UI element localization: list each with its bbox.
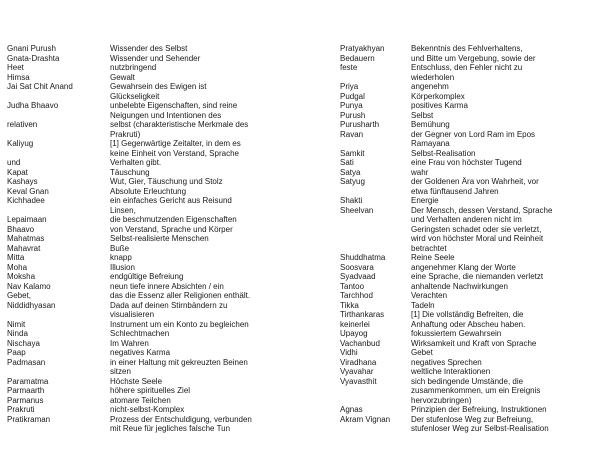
glossary-term: Lepaimaan bbox=[7, 215, 47, 224]
glossary-entry bbox=[7, 73, 290, 83]
glossary-definition: knapp bbox=[110, 253, 132, 262]
glossary-entry bbox=[340, 415, 596, 434]
glossary-entry bbox=[7, 196, 290, 215]
glossary-entry bbox=[340, 348, 596, 358]
glossary-entry bbox=[7, 348, 290, 358]
glossary-entry bbox=[7, 386, 290, 396]
glossary-definition: das die Essenz aller Religionen enthält. bbox=[110, 291, 251, 300]
glossary-entry bbox=[340, 339, 596, 349]
glossary-definition: nicht-selbst-Komplex bbox=[110, 405, 185, 414]
glossary-term: Sheelvan bbox=[340, 205, 374, 215]
glossary-term: Shuddhatma bbox=[340, 253, 386, 262]
glossary-definition: die beschmutzenden Eigenschaften bbox=[110, 215, 237, 224]
glossary-term: Kapat bbox=[7, 167, 28, 177]
glossary-right-column bbox=[340, 44, 596, 434]
glossary-term: Tantoo bbox=[340, 281, 365, 291]
glossary-definition: endgültige Befreiung bbox=[110, 272, 184, 281]
glossary-term: Purusharth bbox=[340, 120, 380, 129]
glossary-entry bbox=[7, 54, 290, 64]
glossary-entry bbox=[340, 63, 596, 82]
glossary-entry bbox=[340, 92, 596, 102]
glossary-term: Satyug bbox=[340, 177, 365, 186]
glossary-entry bbox=[7, 168, 290, 178]
glossary-term: Padmasan bbox=[7, 357, 46, 367]
glossary-entry bbox=[340, 177, 596, 196]
glossary-term: Parmaarth bbox=[7, 386, 45, 395]
glossary-definition: eine Sprache, die niemanden verletzt bbox=[411, 272, 544, 281]
glossary-term: Parmanus bbox=[7, 395, 44, 405]
glossary-entry bbox=[340, 367, 596, 377]
glossary-term: Priya bbox=[340, 82, 359, 91]
glossary-entry bbox=[340, 301, 596, 311]
glossary-definition: Instrument um ein Konto zu begleichen bbox=[110, 319, 249, 329]
glossary-definition: angenehm bbox=[411, 82, 449, 91]
glossary-entry bbox=[7, 339, 290, 349]
glossary-entry bbox=[7, 177, 290, 187]
glossary-entry bbox=[7, 234, 290, 244]
glossary-entry bbox=[7, 44, 290, 54]
glossary-term: Jai Sat Chit Anand bbox=[7, 82, 73, 91]
glossary-definition: der Gegner von Lord Ram im Epos Ramayana bbox=[411, 129, 536, 148]
glossary-term: feste bbox=[340, 63, 358, 72]
glossary-definition: Bekenntnis des Fehlverhaltens, bbox=[411, 44, 523, 53]
glossary-entry bbox=[340, 120, 596, 130]
glossary-entry bbox=[7, 301, 290, 320]
glossary-definition: Gebet bbox=[411, 348, 433, 357]
glossary-definition: selbst (charakteristische Merkmale des Prakruti) bbox=[110, 120, 249, 139]
glossary-entry bbox=[7, 225, 290, 235]
glossary-definition: Prozess der Entschuldigung, verbunden mit Reue für jegliches falsche Tun bbox=[110, 414, 252, 433]
glossary-term: Gnata-Drashta bbox=[7, 53, 60, 63]
glossary-term: Tirthankaras bbox=[340, 310, 385, 319]
glossary-entry bbox=[340, 263, 596, 273]
glossary-term: Mahavrat bbox=[7, 243, 41, 253]
glossary-term: Kashays bbox=[7, 177, 38, 186]
glossary-definition: Absolute Erleuchtung bbox=[110, 186, 187, 196]
glossary-term: Purush bbox=[340, 110, 366, 120]
glossary-definition: Wirksamkeit und Kraft von Sprache bbox=[411, 338, 537, 348]
glossary-entry bbox=[340, 149, 596, 159]
glossary-term: Keval Gnan bbox=[7, 186, 49, 196]
glossary-definition: Wissender und Sehender bbox=[110, 53, 201, 63]
glossary-definition: weltliche Interaktionen bbox=[411, 367, 491, 376]
glossary-definition: positives Karma bbox=[411, 101, 468, 110]
glossary-entry bbox=[340, 158, 596, 168]
glossary-entry bbox=[340, 291, 596, 301]
glossary-entry bbox=[7, 272, 290, 282]
glossary-definition: [1] Gegenwärtige Zeitalter, in dem es keine Einheit von Verstand, Sprache bbox=[110, 139, 241, 158]
glossary-definition: Der Mensch, dessen Verstand, Sprache und Verhalten anderen nicht im Geringsten schadet oder sie verletzt, wird von höchster Moral und Reinheit betrachtet bbox=[411, 205, 553, 253]
glossary-definition: fokussiertem Gewahrsein bbox=[411, 329, 502, 338]
glossary-entry bbox=[7, 187, 290, 197]
glossary-term: Viradhana bbox=[340, 357, 377, 367]
glossary-term: Niddidhyasan bbox=[7, 300, 56, 310]
glossary-definition: Der stufenlose Weg zur Befreiung, stufenloser Weg zur Selbst-Realisation bbox=[411, 414, 549, 433]
glossary-definition: atomare Teilchen bbox=[110, 395, 171, 405]
glossary-term: Satya bbox=[340, 167, 361, 177]
glossary-term: keinerlei bbox=[340, 319, 370, 329]
glossary-term: Prakruti bbox=[7, 405, 35, 414]
glossary-term: Soosvara bbox=[340, 262, 374, 272]
glossary-term: Paap bbox=[7, 348, 26, 357]
glossary-definition: höhere spirituelles Ziel bbox=[110, 386, 191, 395]
glossary-term: Gebet, bbox=[7, 291, 32, 300]
glossary-entry bbox=[340, 130, 596, 149]
glossary-entry bbox=[340, 358, 596, 368]
glossary-entry bbox=[340, 111, 596, 121]
glossary-entry bbox=[7, 396, 290, 406]
glossary-definition: Körperkomplex bbox=[411, 91, 465, 101]
glossary-term: Akram Vignan bbox=[340, 414, 391, 424]
glossary-entry bbox=[7, 215, 290, 225]
glossary-term: Shakti bbox=[340, 196, 363, 205]
glossary-definition: [1] Die vollständig Befreiten, die bbox=[411, 310, 524, 319]
glossary-entry bbox=[7, 415, 290, 434]
glossary-entry bbox=[340, 206, 596, 254]
glossary-term: Moksha bbox=[7, 272, 36, 281]
glossary-definition: Entschluss, den Fehler nicht zu wiederholen bbox=[411, 63, 523, 82]
glossary-definition: Anhaftung oder Abscheu haben. bbox=[411, 319, 526, 329]
glossary-entry bbox=[7, 291, 290, 301]
glossary-definition: Wut, Gier, Täuschung und Stolz bbox=[110, 177, 223, 186]
glossary-term: Kaliyug bbox=[7, 139, 34, 148]
glossary-definition: Selbst-realisierte Menschen bbox=[110, 234, 209, 243]
glossary-entry bbox=[7, 320, 290, 330]
glossary-entry bbox=[7, 358, 290, 377]
glossary-term: Nimit bbox=[7, 319, 26, 329]
glossary-entry bbox=[7, 101, 290, 120]
glossary-entry bbox=[7, 139, 290, 158]
glossary-entry bbox=[7, 158, 290, 168]
glossary-entry bbox=[7, 329, 290, 339]
glossary-definition: von Verstand, Sprache und Körper bbox=[110, 224, 233, 234]
glossary-entry bbox=[7, 253, 290, 263]
glossary-term: Upayog bbox=[340, 329, 368, 338]
glossary-definition: Reine Seele bbox=[411, 253, 455, 262]
glossary-entry bbox=[7, 120, 290, 139]
glossary-definition: in einer Haltung mit gekreuzten Beinen sitzen bbox=[110, 357, 248, 376]
glossary-definition: Täuschung bbox=[110, 167, 150, 177]
glossary-definition: Selbst bbox=[411, 110, 434, 120]
glossary-term: Tikka bbox=[340, 300, 359, 310]
glossary-entry bbox=[340, 253, 596, 263]
glossary-entry bbox=[7, 244, 290, 254]
glossary-definition: sich bedingende Umstände, die zusammenkommen, um ein Ereignis hervorzubringen) bbox=[411, 376, 541, 405]
glossary-term: Pratyakhyan bbox=[340, 44, 385, 53]
glossary-term: Syadvaad bbox=[340, 272, 376, 281]
glossary-entry bbox=[340, 196, 596, 206]
glossary-definition: wahr bbox=[411, 167, 429, 177]
glossary-term: Tarchhod bbox=[340, 291, 373, 300]
glossary-entry bbox=[340, 320, 596, 330]
glossary-term: Punya bbox=[340, 101, 363, 110]
glossary-definition: Illusion bbox=[110, 262, 135, 272]
glossary-definition: nutzbringend bbox=[110, 63, 157, 72]
glossary-definition: Dada auf deinen Stirnbändern zu visualisieren bbox=[110, 300, 228, 319]
glossary-term: Moha bbox=[7, 262, 28, 272]
glossary-definition: Gewalt bbox=[110, 72, 135, 82]
glossary-definition: Verachten bbox=[411, 291, 448, 300]
glossary-entry bbox=[340, 54, 596, 64]
glossary-definition: und Bitte um Vergebung, sowie der bbox=[411, 53, 536, 63]
glossary-term: Ravan bbox=[340, 129, 364, 139]
glossary-definition: Im Wahren bbox=[110, 338, 149, 348]
glossary-term: Paramatma bbox=[7, 376, 49, 386]
glossary-term: Vyavahar bbox=[340, 367, 374, 376]
glossary-term: relativen bbox=[7, 120, 38, 129]
glossary-definition: unbelebte Eigenschaften, sind reine Neigungen und Intentionen des bbox=[110, 101, 238, 120]
glossary-entry bbox=[340, 329, 596, 339]
glossary-term: Mitta bbox=[7, 253, 25, 262]
glossary-entry bbox=[7, 263, 290, 273]
glossary-term: Vachanbud bbox=[340, 338, 380, 348]
glossary-definition: eine Frau von höchster Tugend bbox=[411, 158, 522, 167]
glossary-term: Judha Bhaavo bbox=[7, 101, 59, 110]
glossary-definition: Höchste Seele bbox=[110, 376, 163, 386]
glossary-definition: Bemühung bbox=[411, 120, 450, 129]
glossary-term: Nischaya bbox=[7, 338, 40, 348]
glossary-entry bbox=[340, 82, 596, 92]
glossary-term: Heet bbox=[7, 63, 24, 72]
glossary-left-column bbox=[7, 44, 290, 434]
glossary-definition: Prinzipien der Befreiung, Instruktionen bbox=[411, 405, 547, 414]
glossary-entry bbox=[340, 405, 596, 415]
glossary-definition: angenehmer Klang der Worte bbox=[411, 262, 516, 272]
glossary-term: Himsa bbox=[7, 72, 30, 82]
glossary-definition: ein einfaches Gericht aus Reisund Linsen, bbox=[110, 196, 232, 215]
glossary-entry bbox=[7, 63, 290, 73]
glossary-term: Kichhadee bbox=[7, 196, 45, 205]
glossary-entry bbox=[340, 101, 596, 111]
glossary-term: Sati bbox=[340, 158, 354, 167]
glossary-entry bbox=[7, 377, 290, 387]
glossary-term: Samkit bbox=[340, 148, 365, 158]
glossary-term: Ninda bbox=[7, 329, 28, 338]
glossary-entry bbox=[7, 405, 290, 415]
glossary-definition: Verhalten gibt. bbox=[110, 158, 162, 167]
glossary-definition: Schlechtmachen bbox=[110, 329, 170, 338]
glossary-term: Vidhi bbox=[340, 348, 358, 357]
glossary-term: Bhaavo bbox=[7, 224, 35, 234]
glossary-definition: Tadeln bbox=[411, 300, 435, 310]
glossary-term: Nav Kalamo bbox=[7, 281, 51, 291]
glossary-term: Pratikraman bbox=[7, 414, 51, 424]
glossary-entry bbox=[340, 377, 596, 406]
glossary-term: Pudgal bbox=[340, 91, 365, 101]
glossary-definition: Energie bbox=[411, 196, 439, 205]
glossary-entry bbox=[340, 282, 596, 292]
glossary-entry bbox=[340, 168, 596, 178]
glossary-definition: Wissender des Selbst bbox=[110, 44, 188, 53]
glossary-entry bbox=[7, 282, 290, 292]
glossary-entry bbox=[7, 82, 290, 101]
glossary-term: Agnas bbox=[340, 405, 363, 414]
glossary-definition: neun tiefe innere Absichten / ein bbox=[110, 281, 224, 291]
glossary-entry bbox=[340, 272, 596, 282]
glossary-term: Gnani Purush bbox=[7, 44, 56, 53]
glossary-definition: anhaltende Nachwirkungen bbox=[411, 281, 508, 291]
glossary-definition: Selbst-Realisation bbox=[411, 148, 476, 158]
glossary-definition: negatives Karma bbox=[110, 348, 171, 357]
glossary-term: und bbox=[7, 158, 21, 167]
glossary-entry bbox=[340, 310, 596, 320]
glossary-term: Mahatmas bbox=[7, 234, 45, 243]
glossary-term: Bedauern bbox=[340, 53, 375, 63]
glossary-definition: negatives Sprechen bbox=[411, 357, 482, 367]
glossary-definition: Gewahrsein des Ewigen ist Glückseligkeit bbox=[110, 82, 207, 101]
glossary-term: Vyavasthit bbox=[340, 376, 377, 386]
glossary-definition: der Goldenen Ära von Wahrheit, vor etwa fünftausend Jahren bbox=[411, 177, 539, 196]
glossary-definition: Buße bbox=[110, 243, 130, 253]
glossary-entry bbox=[340, 44, 596, 54]
